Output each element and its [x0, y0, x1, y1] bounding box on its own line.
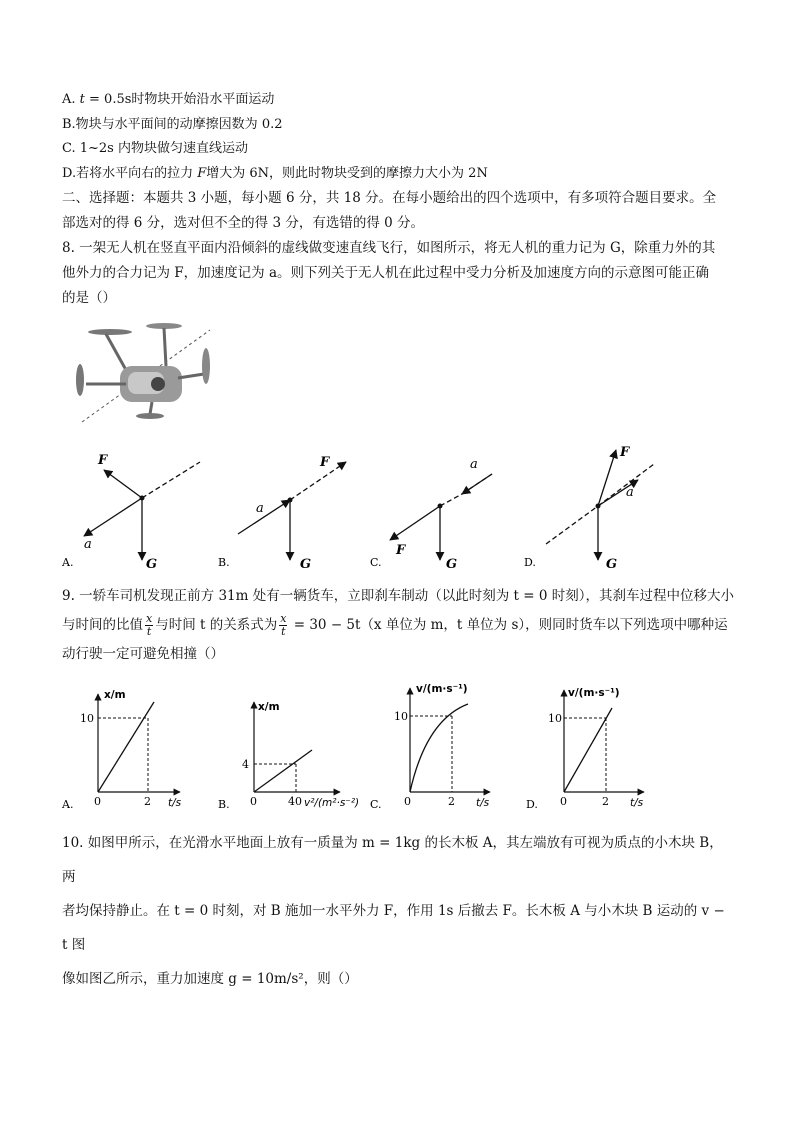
force-diagrams [60, 444, 760, 574]
label-a: a [84, 537, 92, 552]
label-F: F [320, 455, 330, 470]
x-axis-label: t/s [476, 797, 490, 809]
label-G: G [446, 557, 458, 572]
label-G: G [606, 557, 618, 572]
y-axis-label: v/(m·s⁻¹) [416, 683, 468, 695]
section-2-heading: 二、选择题：本题共 3 小题，每小题 6 分，共 18 分。在每小题给出的四个选项中，有多项符合题目要求。全 部选对的得 6 分，选对但不全的得 3 分，有选错的得 0 分。 [62, 190, 717, 231]
option-a-prev: A. t = 0.5s时物块开始沿水平面运动 [62, 92, 275, 107]
diagram-d [546, 445, 654, 572]
label-F: F [98, 453, 108, 468]
y-tick: 10 [80, 712, 94, 725]
origin: 0 [404, 795, 411, 808]
x-axis-label: t/s [630, 797, 644, 809]
diagram-a [84, 453, 200, 572]
x-tick: 2 [602, 795, 609, 808]
option-c-label: C. [370, 556, 382, 569]
option-b-label: B. [218, 556, 230, 569]
option-label: D. [526, 798, 538, 810]
graph-c [370, 683, 490, 810]
option-a-label: A. [62, 556, 74, 569]
x-axis-label: t/s [168, 797, 182, 809]
label-a: a [256, 501, 264, 516]
origin: 0 [560, 795, 567, 808]
label-G: G [146, 557, 158, 572]
y-axis-label: v/(m·s⁻¹) [568, 687, 620, 699]
drone-image [68, 318, 218, 428]
question-9-text: 9. 一轿车司机发现正前方 31m 处有一辆货车，立即刹车制动（以此时刻为 t = 0 时刻），其刹车过程中位移大小 与时间的比值 $\frac{x}{t}$ 与时间 t 的关系式为 $\frac{x}{t}$ = 30 − 5t（x 单位为 m，t 单位为 s），则同时货车以下列选项中哪种运 动行驶一定可避免相撞（） [62, 588, 734, 662]
option-d-label: D. [524, 556, 536, 569]
graph-d [526, 687, 644, 810]
y-tick: 10 [548, 712, 562, 725]
option-d-prev: D.若将水平向右的拉力 F增大为 6N，则此时物块受到的摩擦力大小为 2N [62, 166, 488, 181]
question-10-text: 10. 如图甲所示，在光滑水平地面上放有一质量为 m = 1kg 的长木板 A，其左端放有可视为质点的小木块 B，两 者均保持静止。在 t = 0 时刻，对 B 施加一水平外力 F，作用 1s 后撤去 F。长木板 A 与小木块 B 运动的 v − t 图 像如图乙所示，重力加速度 g = 10m/s²，则（） [62, 835, 725, 987]
y-axis-label: x/m [258, 701, 280, 713]
x-axis-label: v²/(m²·s⁻²) [304, 797, 360, 809]
question-8-text: 8. 一架无人机在竖直平面内沿倾斜的虚线做变速直线飞行，如图所示，将无人机的重力记为 G，除重力外的其 他外力的合力记为 F，加速度记为 a。则下列关于无人机在此过程中受力分析及加速度方向的示意图可能正确 的是（） [62, 240, 716, 306]
origin: 0 [250, 795, 257, 808]
option-c-prev: C. 1~2s 内物块做匀速直线运动 [62, 141, 248, 156]
x-tick: 40 [288, 795, 302, 808]
label-a: a [626, 485, 634, 500]
label-G: G [300, 557, 312, 572]
x-tick: 2 [448, 795, 455, 808]
y-tick: 4 [242, 758, 249, 771]
diagram-b [238, 455, 346, 572]
fraction-x-over-t-eq: $\frac{x}{t}$ [280, 612, 287, 638]
option-label: A. [62, 798, 74, 810]
label-a: a [470, 457, 478, 472]
graph-b [218, 701, 359, 810]
y-tick: 10 [394, 710, 408, 723]
label-F: F [620, 445, 630, 460]
label-F: F [396, 543, 406, 558]
option-b-prev: B.物块与水平面间的动摩擦因数为 0.2 [62, 117, 283, 132]
q9-graphs [60, 680, 740, 810]
y-axis-label: x/m [104, 689, 126, 701]
option-label: B. [218, 798, 230, 810]
diagram-c [390, 457, 492, 572]
graph-a [61, 689, 182, 810]
fraction-x-over-t: $\frac{x}{t}$ [146, 612, 153, 638]
origin: 0 [94, 795, 101, 808]
x-tick: 2 [144, 795, 151, 808]
option-label: C. [370, 798, 382, 810]
